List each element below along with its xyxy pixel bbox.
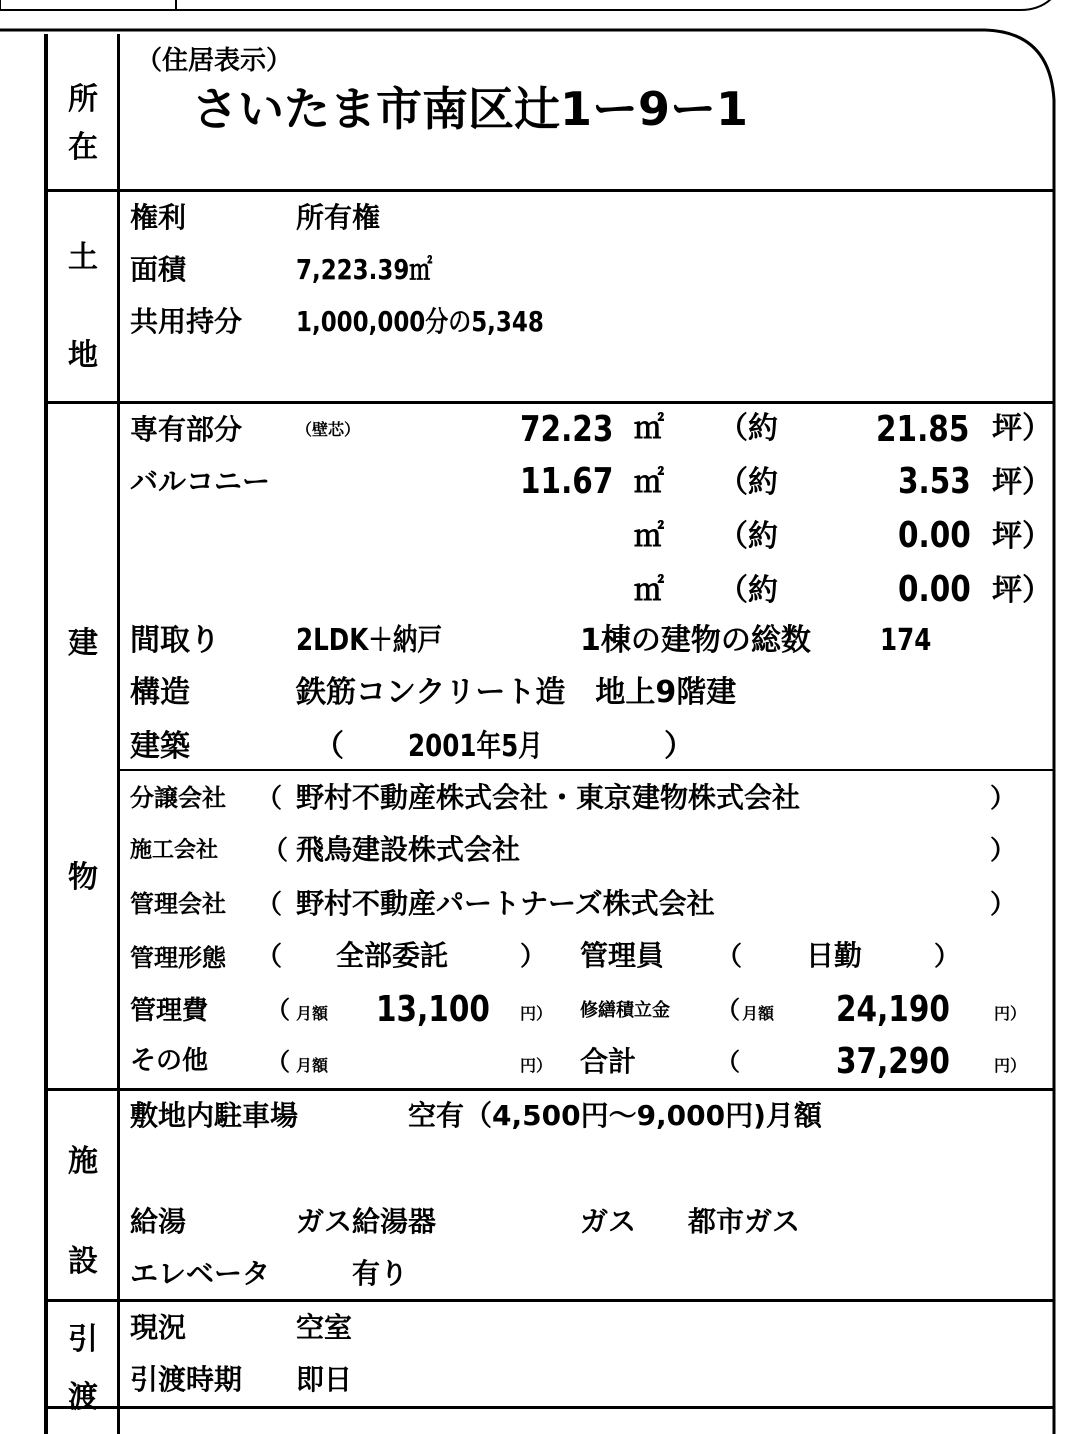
exclusive-area-note: （壁芯）: [296, 420, 361, 439]
reserve-value: 24,190: [836, 989, 950, 1030]
fee-open: （: [266, 996, 290, 1024]
land-area-value: 7,223.39㎡: [296, 253, 433, 286]
manager-label: 管理員: [580, 939, 665, 972]
area-value: 11.67: [520, 461, 614, 502]
reserve-open: （: [716, 996, 740, 1024]
divider-building: [44, 1088, 1054, 1091]
area-unit: ㎡: [634, 465, 664, 500]
divider-facilities: [44, 1299, 1054, 1302]
side-char: 施: [68, 1144, 98, 1179]
builder-value: 飛鳥建設株式会社: [296, 833, 521, 866]
manager-open: （: [716, 942, 743, 972]
other-monthly: 月額: [296, 1056, 329, 1075]
divider-building-inner: [117, 769, 1054, 771]
gas-value: 都市ガス: [688, 1205, 801, 1238]
divider-location: [44, 189, 1054, 192]
seller-open: （: [256, 784, 283, 814]
status-value: 空室: [296, 1311, 353, 1344]
fee-yen: 円）: [520, 1004, 553, 1023]
manager-value: 日勤: [806, 939, 863, 972]
other-label: その他: [130, 1046, 209, 1076]
manager-co-open: （: [256, 890, 283, 920]
land-right-value: 所有権: [296, 201, 381, 234]
timing-value: 即日: [296, 1363, 353, 1396]
tsubo-unit: 坪）: [992, 465, 1052, 500]
built-label: 建築: [130, 729, 190, 764]
side-char: 所: [68, 82, 98, 117]
total-value: 37,290: [836, 1041, 950, 1082]
parking-value: 空有（4,500円～9,000円)月額: [408, 1099, 822, 1132]
approx-open: （約: [718, 573, 778, 608]
land-side-label: [54, 232, 112, 374]
parking-label: 敷地内駐車場: [130, 1099, 299, 1132]
building-side-label: [54, 618, 112, 896]
structure-value: 鉄筋コンクリート造 地上9階建: [296, 675, 737, 710]
address: さいたま市南区辻1ー9ー1: [192, 82, 749, 136]
builder-open: （: [262, 836, 289, 866]
seller-label: 分譲会社: [130, 784, 226, 812]
manager-close: ）: [934, 942, 961, 972]
reserve-label: 修繕積立金: [580, 1000, 670, 1021]
land-share-label: 共用持分: [130, 305, 243, 338]
area-unit: ㎡: [634, 411, 664, 446]
approx-open: （約: [718, 519, 778, 554]
builder-label: 施工会社: [130, 838, 219, 863]
elevator-label: エレベータ: [130, 1257, 271, 1290]
fee-value: 13,100: [376, 989, 490, 1030]
side-char: 設: [68, 1244, 98, 1279]
other-yen: 円）: [520, 1056, 553, 1075]
area-unit: ㎡: [634, 573, 664, 608]
seller-close: ）: [990, 784, 1017, 814]
address-note: （住居表示）: [136, 46, 293, 76]
side-char: 在: [68, 130, 98, 165]
elevator-value: 有り: [352, 1257, 409, 1290]
other-open: （: [266, 1048, 290, 1076]
layout-label: 間取り: [130, 623, 220, 658]
total-open: （: [716, 1048, 740, 1076]
side-char: 物: [68, 860, 98, 895]
mgmt-form-open: （: [256, 942, 283, 972]
built-close: ）: [664, 729, 694, 764]
side-char: 建: [68, 626, 98, 661]
tsubo-unit: 坪）: [992, 411, 1052, 446]
approx-open: （約: [718, 411, 778, 446]
tsubo-value: 21.85: [876, 409, 970, 450]
total-label: 合計: [580, 1045, 637, 1078]
side-char: 引: [68, 1322, 98, 1357]
tsubo-unit: 坪）: [992, 573, 1052, 608]
side-char: 地: [68, 338, 98, 373]
structure-label: 構造: [130, 675, 190, 710]
mgmt-form-label: 管理形態: [130, 944, 226, 972]
approx-open: （約: [718, 465, 778, 500]
left-border: [44, 34, 48, 1434]
total-units-value: 174: [880, 623, 932, 658]
tsubo-value: 0.00: [898, 515, 971, 556]
tsubo-value: 3.53: [898, 461, 971, 502]
built-value: 2001年5月: [408, 729, 543, 764]
facilities-side-label: [54, 1136, 112, 1280]
total-units-label: 1棟の建物の総数: [580, 623, 811, 658]
status-label: 現況: [130, 1311, 187, 1344]
reserve-yen: 円）: [994, 1004, 1027, 1023]
divider-land: [44, 401, 1054, 404]
area-unit: ㎡: [634, 519, 664, 554]
manager-co-label: 管理会社: [130, 890, 226, 918]
tsubo-unit: 坪）: [992, 519, 1052, 554]
tsubo-value: 0.00: [898, 569, 971, 610]
seller-value: 野村不動産株式会社・東京建物株式会社: [296, 781, 801, 814]
layout-value: 2LDK＋納戸: [296, 623, 443, 658]
mgmt-form-close: ）: [520, 942, 547, 972]
area-value: 72.23: [520, 409, 614, 450]
mgmt-form-value: 全部委託: [336, 939, 449, 972]
hot-water-label: 給湯: [130, 1205, 187, 1238]
total-yen: 円）: [994, 1056, 1027, 1075]
land-area-label: 面積: [130, 253, 187, 286]
builder-close: ）: [990, 836, 1017, 866]
reserve-monthly: 月額: [742, 1004, 775, 1023]
manager-co-value: 野村不動産パートナーズ株式会社: [296, 887, 715, 920]
divider-handover: [44, 1406, 1054, 1409]
handover-side-label: [54, 1314, 112, 1416]
land-share-value: 1,000,000分の5,348: [296, 305, 544, 338]
land-right-label: 権利: [130, 201, 187, 234]
hot-water-value: ガス給湯器: [296, 1205, 437, 1238]
exclusive-area-label: 専有部分: [130, 413, 243, 446]
location-side-label: [54, 74, 112, 166]
side-char: 土: [68, 240, 98, 275]
balcony-label: バルコニー: [130, 465, 271, 498]
gas-label: ガス: [580, 1205, 637, 1238]
manager-co-close: ）: [990, 890, 1017, 920]
fee-label: 管理費: [130, 996, 209, 1026]
fee-monthly: 月額: [296, 1004, 329, 1023]
side-char: 渡: [68, 1380, 98, 1415]
timing-label: 引渡時期: [130, 1363, 243, 1396]
side-divider: [117, 34, 120, 1434]
built-open: （: [314, 729, 344, 764]
